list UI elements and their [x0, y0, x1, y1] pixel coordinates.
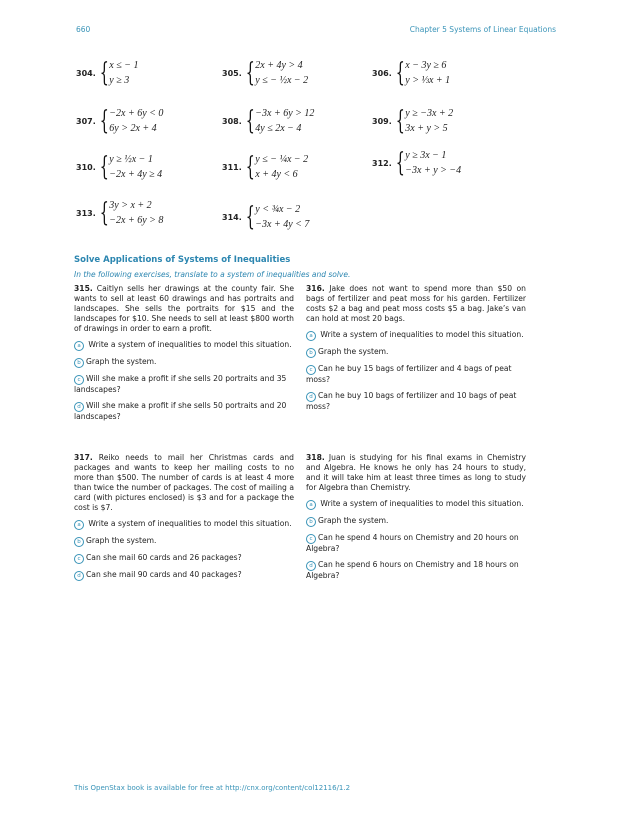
- exercise-number: 310.: [76, 162, 96, 172]
- inequality-2: −2x + 6y > 8: [109, 215, 164, 226]
- circled-a-icon: a: [74, 520, 84, 530]
- circled-b-icon: b: [74, 358, 84, 368]
- problem-315: [74, 284, 294, 422]
- problem-316: [306, 284, 526, 412]
- part-d: [74, 570, 294, 581]
- inequality-2: y > ⅓x + 1: [405, 75, 451, 86]
- part-b: [306, 516, 526, 527]
- exercise-309: [372, 106, 453, 136]
- part-a: [306, 330, 526, 341]
- inequality-1: 2x + 4y > 4: [255, 60, 303, 71]
- inequality-1: y ≥ ½x − 1: [109, 154, 153, 165]
- inequality-2: −2x + 4y ≥ 4: [109, 169, 163, 180]
- exercise-308: [222, 106, 314, 136]
- exercise-304: [76, 58, 138, 88]
- part-text: Graph the system.: [86, 536, 157, 545]
- section-title: Solve Applications of Systems of Inequalities: [74, 255, 291, 265]
- brace-icon: {: [99, 58, 109, 88]
- exercise-number: 307.: [76, 116, 96, 126]
- part-text: Write a system of inequalities to model this situation.: [320, 330, 524, 339]
- chapter-title: Chapter 5 Systems of Linear Equations: [409, 25, 556, 34]
- exercise-312: [372, 148, 461, 178]
- circled-c-icon: c: [306, 534, 316, 544]
- part-text: Can he buy 10 bags of fertilizer and 10 bags of peat moss?: [306, 391, 517, 411]
- inequality-1: 3y > x + 2: [109, 200, 152, 211]
- part-text: Graph the system.: [318, 347, 389, 356]
- inequality-2: 3x + y > 5: [405, 123, 448, 134]
- circled-d-icon: d: [306, 392, 316, 402]
- brace-icon: {: [99, 198, 109, 228]
- inequality-2: 4y ≤ 2x − 4: [255, 123, 302, 134]
- part-a: [74, 519, 294, 530]
- inequality-1: −2x + 6y < 0: [109, 108, 164, 119]
- section-instruction: In the following exercises, translate to a system of inequalities and solve.: [74, 270, 351, 279]
- circled-a-icon: a: [306, 500, 316, 510]
- circled-b-icon: b: [306, 348, 316, 358]
- exercise-313: [76, 198, 163, 228]
- exercise-number: 308.: [222, 116, 242, 126]
- circled-b-icon: b: [74, 537, 84, 547]
- circled-b-icon: b: [306, 517, 316, 527]
- problem-number: 315.: [74, 284, 93, 293]
- inequality-1: y ≤ − ¼x − 2: [255, 154, 309, 165]
- brace-icon: {: [395, 106, 405, 136]
- exercise-number: 306.: [372, 68, 392, 78]
- part-text: Write a system of inequalities to model this situation.: [88, 340, 292, 349]
- problem-text: Jake does not want to spend more than $50 on bags of fertilizer and peat moss for his garden. Fertilizer costs $2 a bag and peat moss costs $5 a bag. Jake’s van can hold at most 20 bags.: [306, 284, 526, 323]
- brace-icon: {: [245, 106, 255, 136]
- part-text: Will she make a profit if she sells 20 portraits and 35 landscapes?: [74, 374, 287, 394]
- circled-d-icon: d: [74, 402, 84, 412]
- brace-icon: {: [245, 202, 255, 232]
- circled-c-icon: c: [74, 375, 84, 385]
- exercise-314: [222, 202, 309, 232]
- problem-number: 318.: [306, 453, 325, 462]
- part-text: Can she mail 60 cards and 26 packages?: [86, 553, 242, 562]
- inequality-2: y ≥ 3: [109, 75, 130, 86]
- part-text: Can she mail 90 cards and 40 packages?: [86, 570, 242, 579]
- circled-a-icon: a: [74, 341, 84, 351]
- problem-text: Juan is studying for his final exams in Chemistry and Algebra. He knows he only has 24 hours to study, and it will take him at least three times as long to study for Algebra than Chemistry.: [306, 453, 526, 492]
- circled-a-icon: a: [306, 331, 316, 341]
- inequality-1: x − 3y ≥ 6: [405, 60, 447, 71]
- inequality-1: y ≥ −3x + 2: [405, 108, 454, 119]
- part-text: Write a system of inequalities to model this situation.: [320, 499, 524, 508]
- exercise-305: [222, 58, 308, 88]
- circled-c-icon: c: [306, 365, 316, 375]
- part-d: [306, 560, 526, 581]
- part-text: Graph the system.: [86, 357, 157, 366]
- inequality-1: y ≥ 3x − 1: [405, 150, 447, 161]
- part-c: [306, 364, 526, 385]
- problem-text: Reiko needs to mail her Christmas cards and packages and wants to keep her mailing costs to no more than $500. The number of cards is at least 4 more than twice the number of packages. The cost of mailing a card (with pictures enclosed) is $3 and for a package the cost is $7.: [74, 453, 294, 512]
- part-text: Can he buy 15 bags of fertilizer and 4 bags of peat moss?: [306, 364, 512, 384]
- part-d: [74, 401, 294, 422]
- problem-318: [306, 453, 526, 581]
- brace-icon: {: [99, 152, 109, 182]
- brace-icon: {: [245, 58, 255, 88]
- part-c: [74, 553, 294, 564]
- part-b: [74, 536, 294, 547]
- brace-icon: {: [395, 58, 405, 88]
- inequality-1: y < ¾x − 2: [255, 204, 301, 215]
- footer-text: This OpenStax book is available for free at http://cnx.org/content/col12116/1.2: [74, 784, 351, 792]
- exercise-311: [222, 152, 308, 182]
- part-d: [306, 391, 526, 412]
- part-text: Will she make a profit if she sells 50 portraits and 20 landscapes?: [74, 401, 287, 421]
- part-c: [74, 374, 294, 395]
- part-a: [74, 340, 294, 351]
- part-text: Can he spend 6 hours on Chemistry and 18 hours on Algebra?: [306, 560, 519, 580]
- circled-d-icon: d: [306, 561, 316, 571]
- exercise-307: [76, 106, 163, 136]
- problem-text: Caitlyn sells her drawings at the county fair. She wants to sell at least 60 drawings and has portraits and landscapes. She sells the portraits for $15 and the landscapes for $10. She needs to sell at least $800 worth of drawings in order to earn a profit.: [74, 284, 294, 333]
- exercise-number: 312.: [372, 158, 392, 168]
- exercise-number: 313.: [76, 208, 96, 218]
- brace-icon: {: [99, 106, 109, 136]
- exercise-310: [76, 152, 162, 182]
- inequality-2: x + 4y < 6: [255, 169, 298, 180]
- brace-icon: {: [395, 148, 405, 178]
- part-text: Graph the system.: [318, 516, 389, 525]
- inequality-2: 6y > 2x + 4: [109, 123, 157, 134]
- part-a: [306, 499, 526, 510]
- part-text: Can he spend 4 hours on Chemistry and 20 hours on Algebra?: [306, 533, 519, 553]
- circled-c-icon: c: [74, 554, 84, 564]
- part-b: [74, 357, 294, 368]
- exercise-number: 305.: [222, 68, 242, 78]
- problem-number: 317.: [74, 453, 93, 462]
- problem-number: 316.: [306, 284, 325, 293]
- inequality-2: y ≤ − ½x − 2: [255, 75, 309, 86]
- circled-d-icon: d: [74, 571, 84, 581]
- exercise-number: 311.: [222, 162, 242, 172]
- inequality-1: x ≤ − 1: [109, 60, 139, 71]
- inequality-2: −3x + 4y < 7: [255, 219, 310, 230]
- problem-317: [74, 453, 294, 581]
- exercise-306: [372, 58, 450, 88]
- part-c: [306, 533, 526, 554]
- part-text: Write a system of inequalities to model this situation.: [88, 519, 292, 528]
- inequality-1: −3x + 6y > 12: [255, 108, 315, 119]
- exercise-number: 304.: [76, 68, 96, 78]
- inequality-2: −3x + y > −4: [405, 165, 462, 176]
- brace-icon: {: [245, 152, 255, 182]
- exercise-number: 314.: [222, 212, 242, 222]
- exercise-number: 309.: [372, 116, 392, 126]
- part-b: [306, 347, 526, 358]
- page-number: 660: [76, 25, 91, 34]
